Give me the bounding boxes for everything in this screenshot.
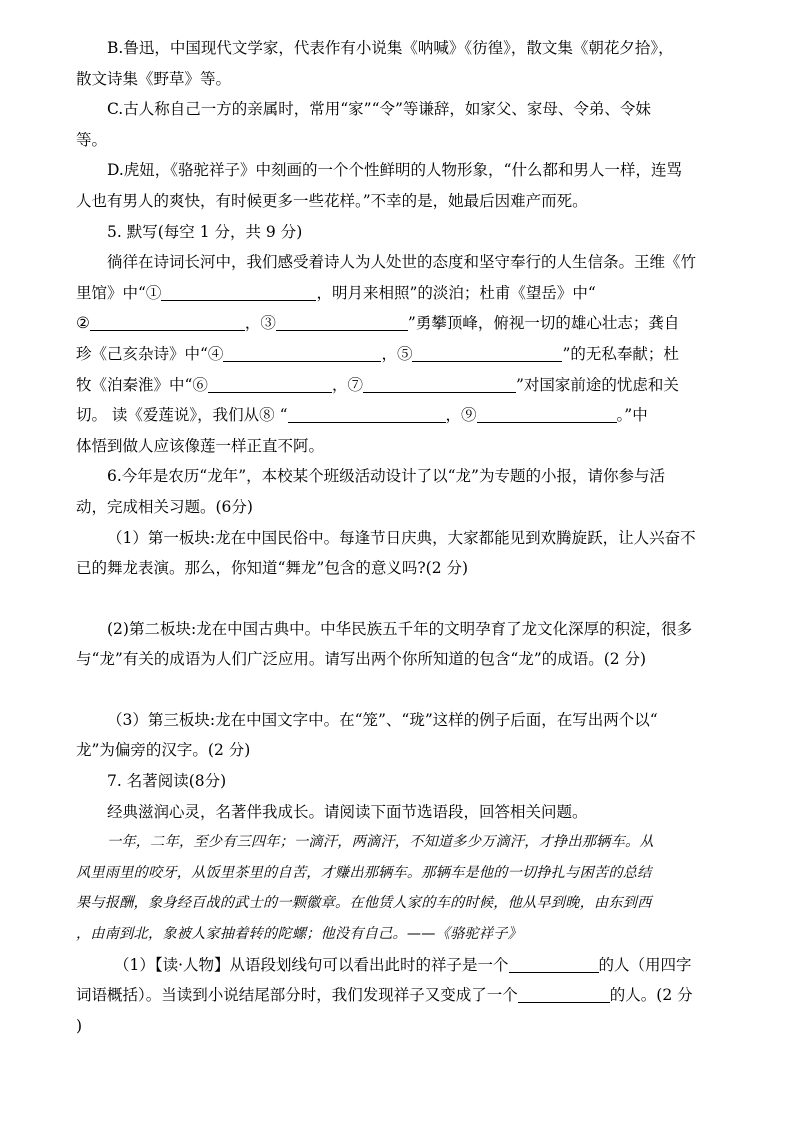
- blank-2[interactable]: [90, 312, 245, 331]
- blank-8[interactable]: [288, 404, 446, 423]
- q5-line6c: 。”中: [616, 406, 648, 425]
- blank-character-2[interactable]: [518, 984, 610, 1003]
- q7-sub1-text-c: 词语概括）。当读到小说结尾部分时，我们发现祥子又变成了一个: [76, 986, 518, 1005]
- blank-3[interactable]: [276, 312, 408, 331]
- blank-character-1[interactable]: [509, 954, 599, 973]
- q6-part3: [76, 705, 722, 766]
- option-b: [76, 33, 722, 94]
- q6-intro-line2: 动，完成相关习题。(6分): [76, 497, 253, 516]
- q6-part2-line2: 与“龙”有关的成语为人们广泛应用。请写出两个你所知道的包含“龙”的成语。(2 分): [76, 650, 647, 669]
- blank-5[interactable]: [412, 343, 562, 362]
- blank-6[interactable]: [208, 374, 332, 393]
- option-c-line1: C.古人称自己一方的亲属时，常用“家”“令”等谦辞，如家父、家母、令弟、令妹: [107, 100, 651, 119]
- novel-excerpt: [76, 827, 722, 949]
- option-d-line2: 人也有男人的爽快，有时候更多一些花样。”不幸的是，她最后因难产而死。: [76, 191, 588, 210]
- excerpt-line4: ，由南到北，象被人家抽着转的陀螺；他没有自己。——《骆驼祥子》: [76, 926, 523, 943]
- q6-intro: [76, 461, 722, 522]
- excerpt-line2: 风里雨里的咬牙，从饭里茶里的自苦，才赚出那辆车。那辆车是他的一切挣扎与困苦的总结: [76, 864, 652, 881]
- excerpt-line3: 果与报酬，象身经百战的武士的一颗徽章。在他赁人家的车的时候，他从早到晚，由东到西: [76, 895, 652, 912]
- q5-line5c: ”对国家前途的忧虑和关: [515, 375, 679, 394]
- q5-line6b: ，⑨: [445, 406, 477, 425]
- q5-heading: 5. 默写(每空 1 分，共 9 分): [107, 222, 303, 241]
- answer-space-1[interactable]: [76, 584, 722, 614]
- q7-sub1-text-e: ): [76, 1016, 83, 1035]
- answer-space-2[interactable]: [76, 675, 722, 705]
- q5-body: [76, 247, 722, 461]
- q5-line5a: 牧《泊秦淮》中“⑥: [76, 375, 208, 394]
- q5-line3a: ②: [76, 314, 90, 333]
- q6-part1-line1: （1）第一板块:龙在中国民俗中。每逢节日庆典，大家都能见到欢腾旋跃，让人兴奋不: [107, 528, 696, 547]
- blank-9[interactable]: [477, 404, 617, 423]
- q5-line4a: 珍《己亥杂诗》中“④: [76, 344, 224, 363]
- q7-heading: 7. 名著阅读(8分): [107, 772, 227, 791]
- option-c-line2: 等。: [76, 130, 108, 149]
- q5-line2b: ，明月来相照”的淡泊；杜甫《望岳》中“: [316, 283, 596, 302]
- q5-line5b: ，⑦: [331, 375, 363, 394]
- q5-line4b: ，⑤: [381, 344, 413, 363]
- option-c: [76, 94, 722, 155]
- q5-line4c: ”的无私奉献；杜: [562, 344, 679, 363]
- q6-part3-line2: 龙”为偏旁的汉字。(2 分): [76, 741, 251, 760]
- blank-1[interactable]: [161, 282, 316, 301]
- q7-sub1-text-d: 的人。(2 分: [609, 986, 693, 1005]
- q7-sub1-text-b: 的人（用四字: [598, 955, 692, 974]
- q7-intro: 经典滋润心灵，名著伴我成长。请阅读下面节选语段，回答相关问题。: [107, 802, 588, 821]
- blank-4[interactable]: [223, 343, 381, 362]
- excerpt-line1: 一年，二年，至少有三四年；一滴汗，两滴汗，不知道多少万滴汗，才挣出那辆车。从: [107, 834, 654, 851]
- q5-line1: 徜徉在诗词长河中，我们感受着诗人为人处世的态度和坚守奉行的人生信条。王维《竹: [107, 253, 697, 272]
- q5-line3b: ，③: [244, 314, 276, 333]
- q6-part1: [76, 523, 722, 584]
- q6-part1-line2: 已的舞龙表演。那么，你知道“舞龙”包含的意义吗?(2 分): [76, 559, 469, 578]
- q5-line7: 体悟到做人应该像莲一样正直不阿。: [76, 436, 325, 455]
- option-b-line2: 散文诗集《野草》等。: [76, 69, 232, 88]
- q6-part2: [76, 614, 722, 675]
- q5-line2a: 里馆》中“①: [76, 283, 162, 302]
- q6-intro-line1: 6.今年是农历“龙年”，本校某个班级活动设计了以“龙”为专题的小报，请你参与活: [107, 467, 665, 486]
- option-b-line1: B.鲁迅，中国现代文学家，代表作有小说集《呐喊》《彷徨》，散文集《朝花夕拾》，: [107, 39, 674, 57]
- option-d-line1: D.虎妞，《骆驼祥子》中刻画的一个个性鲜明的人物形象，“什么都和男人一样，连骂: [107, 161, 682, 180]
- q7-sub1: [76, 950, 722, 1042]
- page-content: [76, 33, 722, 1041]
- q5-line3c: ”勇攀顶峰，俯视一切的雄心壮志；龚自: [407, 314, 680, 333]
- q6-part2-line1: (2)第二板块:龙在中国古典中。中华民族五千年的文明孕育了龙文化深厚的积淀，很多: [107, 619, 693, 638]
- q7-sub1-text-a: （1）【读·人物】从语段划线句可以看出此时的祥子是一个: [114, 955, 509, 974]
- q6-part3-line1: （3）第三板块:龙在中国文字中。在“笼”、“珑”这样的例子后面，在写出两个以“: [107, 710, 658, 729]
- q5-line6a: 切。 读《爱莲说》，我们从⑧ “: [76, 406, 288, 425]
- option-d: [76, 155, 722, 216]
- blank-7[interactable]: [363, 374, 516, 393]
